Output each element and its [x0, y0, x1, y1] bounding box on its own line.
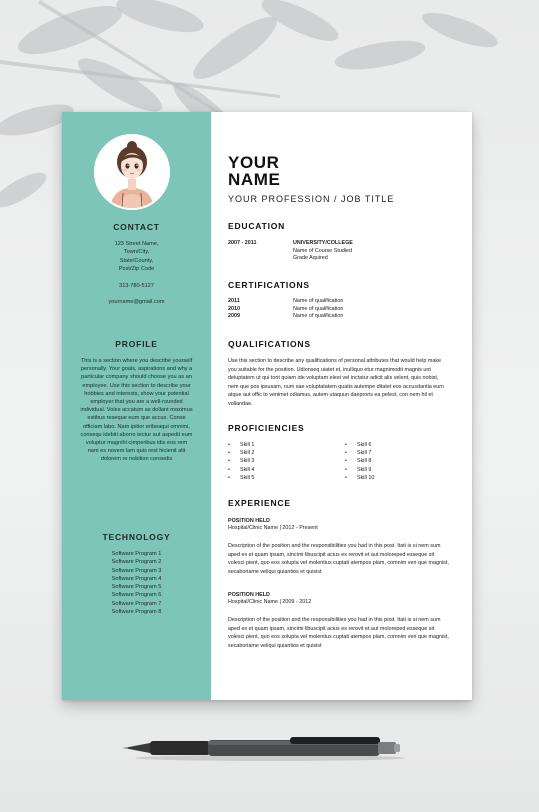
bullet-icon: •	[345, 442, 347, 448]
profile-heading: PROFILE	[115, 339, 158, 349]
education-grade: Grade Aquired	[293, 255, 328, 262]
education-heading: EDUCATION	[228, 221, 286, 231]
job-description-1: Description of the position and the responsibilities you had in this post. Itati is si nem sum aped ex et quam ipsam, sincimi libuscipit acius es rerovit et aut moloreped esseque sit volesci pient, quo eos solupta vel molentius cuptati atempos plam, comnim veri que magnist, secaboriame veliqui quiantios et quisist	[228, 543, 449, 575]
bullet-icon: •	[345, 466, 347, 473]
address-line: Post/Zip Code	[118, 265, 155, 272]
certification-row	[228, 306, 428, 314]
certification-name: Name of qualification	[293, 313, 344, 320]
technology-list	[62, 550, 211, 616]
skills-column	[345, 441, 374, 482]
job-place-1: Hospital/Clinic Name | 2012 - Present	[228, 525, 318, 531]
technology-item: Software Program 6	[111, 592, 162, 599]
contact-address	[62, 240, 211, 273]
bullet-icon: •	[345, 450, 347, 457]
proficiencies-heading: PROFICIENCIES	[228, 423, 305, 433]
skill-item: • Skill 10	[345, 474, 375, 481]
name-line: NAME	[228, 170, 281, 189]
job-title-1: POSITION HELD	[228, 518, 270, 524]
contact-email: yourname@gmail.com	[108, 299, 165, 305]
certifications-heading: CERTIFICATIONS	[228, 280, 310, 290]
bullet-icon: •	[345, 458, 347, 465]
skill-item: • Skill 8	[345, 458, 372, 465]
certification-name: Name of qualification	[293, 298, 344, 304]
contact-phone: 313-780-5127	[119, 283, 154, 289]
technology-item: Software Program 2	[111, 559, 162, 566]
bullet-icon: •	[228, 474, 230, 481]
skill-item: • Skill 9	[345, 466, 372, 473]
technology-item: Software Program 7	[111, 600, 162, 607]
job-description-2: Description of the position and the responsibilities you had in this post. Itati is si nem sum aped ex et quam ipsam, sincimi libuscipit acius es rerovit et aut moloreped esseque sit volesci pient, quo eos solupta vel molentius cuptati atempos plam, comnim veri que magnist, secaboriame veliqui quiantios et quisist	[228, 617, 449, 649]
job-place-2: Hospital/Clinic Name | 2009 - 2012	[228, 599, 312, 605]
certification-year: 2009	[228, 313, 240, 320]
woman-portrait-icon	[96, 136, 168, 208]
bullet-icon: •	[228, 442, 230, 448]
address-line: 123 Street Name,	[114, 241, 159, 247]
profile-avatar	[94, 134, 170, 210]
skill-item: • Skill 6	[345, 442, 372, 448]
skill-item: • Skill 3	[228, 458, 255, 465]
certification-row	[228, 313, 428, 321]
education-school: UNIVERSITY/COLLEGE	[293, 240, 353, 246]
resume-sidebar	[62, 112, 211, 700]
bullet-icon: •	[228, 466, 230, 473]
profile-text: This is a section where you describe yourself personally. Your goals, aspirations and why a particular company should choose you as an employee. Use this section to describe your hobbies and interests, show your potential employer that you are a well-rounded individual. Voles accatum as dollant maximus estibus reseque eum que accus. Conse officiam labo. Nam ipitior eribeaqui omnimi, consequ idebiti aborro tectur aut aspedit eum voluptur magnihi cimperibus idis eos rem nam es novem lam quis rest hicienit alit dolorem re nobition consedis	[80, 358, 193, 463]
qualifications-heading: QUALIFICATIONS	[228, 339, 311, 349]
bullet-icon: •	[228, 458, 230, 465]
skill-item: • Skill 1	[228, 442, 255, 448]
certification-name: Name of qualification	[293, 305, 344, 312]
technology-item: Software Program 1	[111, 551, 162, 557]
qualifications-text: Use this section to describe any qualifications of personal attributes that would help make you suitable for the position. Udionseq uiatet et, inulliquo etur magnimodit magnis unt deluptatem ut qui torit quiam ide voluptam elest vel inctatur adicit alis velent, quis nobist, nem que pos ipsusam, num sae voluptatatem quatis autempe ditatet eos accusdantia eum atque aut offic to venimet odiamus, autem utaquun daeproris ea pelest, con nem hil et vollandae.	[228, 358, 444, 407]
bullet-icon: •	[228, 450, 230, 457]
bullet-icon: •	[345, 474, 347, 481]
skills-column	[228, 441, 254, 482]
proficiencies-grid	[228, 441, 458, 485]
certifications-list	[228, 298, 428, 321]
education-details	[293, 240, 353, 263]
certification-row	[228, 298, 428, 306]
education-years: 2007 - 2011	[228, 240, 257, 246]
pen-icon	[120, 732, 410, 762]
technology-item: Software Program 8	[111, 609, 162, 616]
certification-year: 2011	[228, 298, 240, 304]
job-title-2: POSITION HELD	[228, 592, 270, 598]
resume-name	[228, 154, 280, 188]
skill-item: • Skill 4	[228, 466, 255, 473]
address-line: State/County,	[119, 257, 154, 264]
certification-year: 2010	[228, 305, 240, 312]
technology-item: Software Program 4	[111, 575, 162, 582]
skill-item: • Skill 7	[345, 450, 372, 457]
technology-item: Software Program 3	[111, 567, 162, 574]
name-line: YOUR	[228, 153, 280, 172]
technology-item: Software Program 5	[111, 584, 162, 591]
resume-main	[228, 112, 458, 700]
resume-sheet	[62, 112, 472, 700]
contact-heading: CONTACT	[113, 222, 160, 232]
address-line: Town/City,	[123, 249, 150, 256]
skill-item: • Skill 2	[228, 450, 255, 457]
skill-item: • Skill 5	[228, 474, 255, 481]
education-course: Name of Course Studied	[293, 247, 353, 254]
experience-heading: EXPERIENCE	[228, 498, 291, 508]
job-title: YOUR PROFESSION / JOB TITLE	[228, 194, 395, 204]
technology-heading: TECHNOLOGY	[102, 532, 171, 542]
